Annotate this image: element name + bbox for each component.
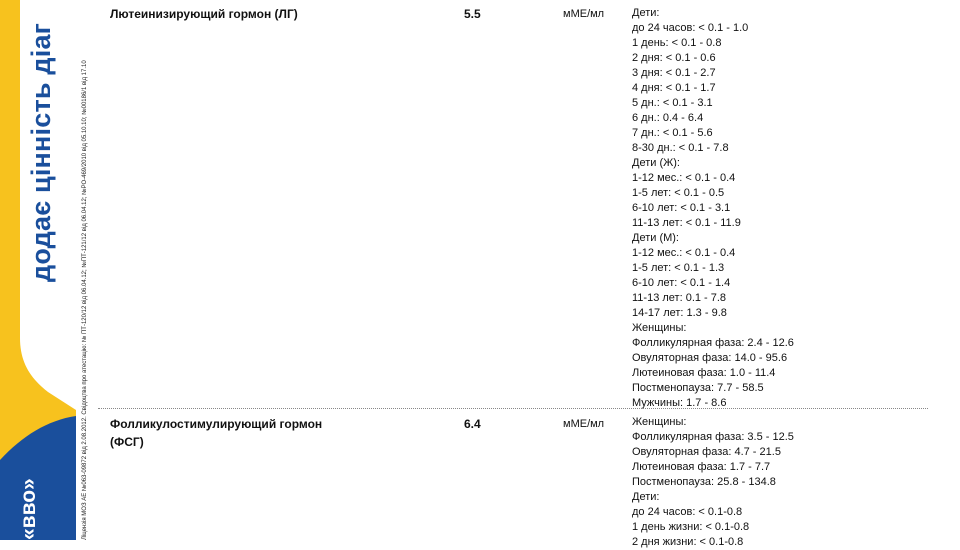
reference-line: 6-10 лет: < 0.1 - 3.1 [632,202,731,214]
reference-line: Женщины: [632,416,687,428]
reference-line: 8-30 дн.: < 0.1 - 7.8 [632,142,729,154]
reference-line: Фолликулярная фаза: 3.5 - 12.5 [632,431,794,443]
reference-line: Дети (Ж): [632,157,680,169]
reference-line: Дети (М): [632,232,679,244]
test-value: 6.4 [464,417,481,431]
reference-line: 6-10 лет: < 0.1 - 1.4 [632,277,731,289]
reference-line: 2 дня жизни: < 0.1-0.8 [632,536,744,548]
reference-line: 1-5 лет: < 0.1 - 1.3 [632,262,725,274]
brand-name: «вво» [17,478,40,540]
reference-line: Постменопауза: 25.8 - 134.8 [632,476,776,488]
reference-line: 4 дня: < 0.1 - 1.7 [632,82,716,94]
reference-line: Овуляторная фаза: 4.7 - 21.5 [632,446,781,458]
reference-line: 7 дн.: < 0.1 - 5.6 [632,127,713,139]
reference-line: Дети: [632,491,660,503]
reference-line: до 24 часов: < 0.1-0.8 [632,506,743,518]
reference-line: Фолликулярная фаза: 2.4 - 12.6 [632,337,794,349]
reference-line: 1 день жизни: < 0.1-0.8 [632,521,750,533]
reference-line: до 24 часов: < 0.1 - 1.0 [632,22,749,34]
results-table [98,0,928,548]
reference-line: 14-17 лет: 1.3 - 9.8 [632,307,727,319]
reference-line: Постменопауза: 7.7 - 58.5 [632,382,764,394]
reference-line: 6 дн.: 0.4 - 6.4 [632,112,704,124]
reference-line: 3 дня: < 0.1 - 2.7 [632,67,716,79]
reference-line: Лютеиновая фаза: 1.7 - 7.7 [632,461,771,473]
reference-line: Мужчины: 1.7 - 8.6 [632,397,727,409]
reference-line: Овуляторная фаза: 14.0 - 95.6 [632,352,788,364]
branding-strip [0,0,76,540]
reference-ranges [632,6,794,411]
reference-line: 11-13 лет: 0.1 - 7.8 [632,292,727,304]
reference-line: 2 дня: < 0.1 - 0.6 [632,52,716,64]
reference-line: 1-12 мес.: < 0.1 - 0.4 [632,247,736,259]
brand-slogan: додає цінність діаг [26,22,56,282]
reference-line: Дети: [632,7,660,19]
row-divider [98,408,928,409]
reference-line: 11-13 лет: < 0.1 - 11.9 [632,217,741,229]
test-unit: мМЕ/мл [563,8,605,20]
reference-line: 1-5 лет: < 0.1 - 0.5 [632,187,725,199]
reference-line: Лютеиновая фаза: 1.0 - 11.4 [632,367,776,379]
reference-ranges [632,415,794,550]
reference-line: 1-12 мес.: < 0.1 - 0.4 [632,172,736,184]
reference-line: 1 день: < 0.1 - 0.8 [632,37,722,49]
test-value: 5.5 [464,7,481,21]
reference-line: 5 дн.: < 0.1 - 3.1 [632,97,713,109]
test-name: Фолликулостимулирующий гормон (ФСГ) [110,417,323,449]
test-name: Лютеинизирующий гормон (ЛГ) [110,7,298,21]
reference-line: Женщины: [632,322,687,334]
license-text: Ліцензія МОЗ АЕ №063-09872 від 2.08.2012. Свідоцтва про атестацію: № ПТ-120/12 від 06.04.12; №ПТ-121/12 від 06.04.12; №РО-469/2010 від 05.10.10; №00186/1 від 17.10 [82,60,88,540]
test-unit: мМЕ/мл [563,418,605,430]
